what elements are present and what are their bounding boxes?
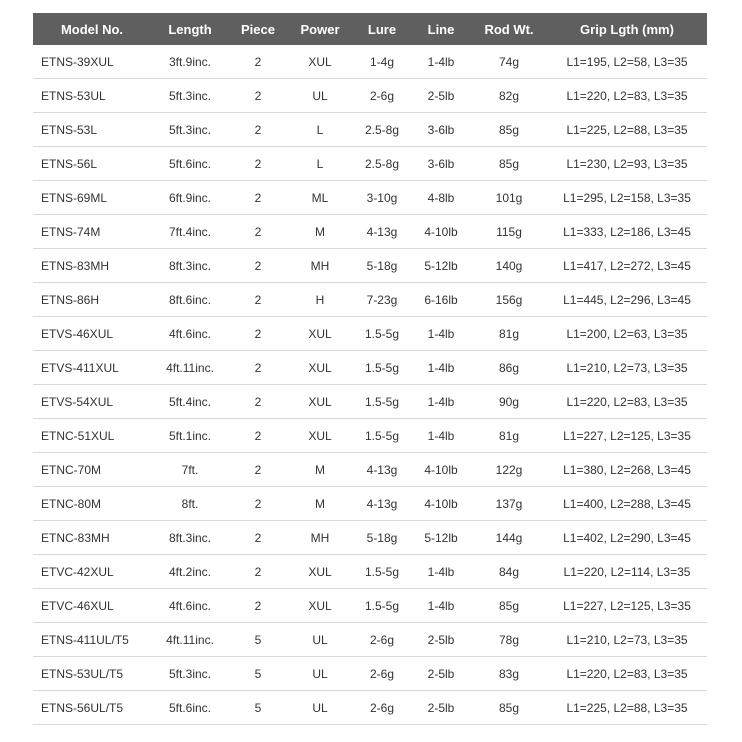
piece-cell: 2: [229, 113, 287, 147]
grip-length-cell: L1=220, L2=83, L3=35: [547, 657, 707, 691]
header-row: [33, 13, 707, 45]
grip-length-cell: L1=380, L2=268, L3=45: [547, 453, 707, 487]
table-row: [33, 45, 707, 79]
table-row: [33, 181, 707, 215]
line-cell: 6-16lb: [411, 283, 471, 317]
lure-cell: 3-10g: [353, 181, 411, 215]
grip-length-cell: L1=200, L2=63, L3=35: [547, 317, 707, 351]
length-cell: 5ft.3inc.: [151, 657, 229, 691]
piece-cell: 2: [229, 45, 287, 79]
line-cell: 5-12lb: [411, 249, 471, 283]
rod-weight-cell: 74g: [471, 45, 547, 79]
length-cell: 4ft.6inc.: [151, 317, 229, 351]
length-cell: 7ft.4inc.: [151, 215, 229, 249]
length-cell: 5ft.3inc.: [151, 113, 229, 147]
rod-weight-cell: 85g: [471, 589, 547, 623]
power-cell: XUL: [287, 589, 353, 623]
model-no-cell: ETNS-69ML: [33, 181, 151, 215]
rod-weight-cell: 115g: [471, 215, 547, 249]
piece-cell: 2: [229, 215, 287, 249]
power-cell: XUL: [287, 317, 353, 351]
table-row: [33, 147, 707, 181]
line-cell: 1-4lb: [411, 589, 471, 623]
power-cell: XUL: [287, 419, 353, 453]
header-rod-weight: Rod Wt.: [471, 13, 547, 45]
model-no-cell: ETNC-70M: [33, 453, 151, 487]
model-no-cell: ETVC-46XUL: [33, 589, 151, 623]
length-cell: 5ft.4inc.: [151, 385, 229, 419]
lure-cell: 2-6g: [353, 691, 411, 725]
length-cell: 4ft.11inc.: [151, 623, 229, 657]
model-no-cell: ETNC-51XUL: [33, 419, 151, 453]
power-cell: XUL: [287, 385, 353, 419]
length-cell: 8ft.6inc.: [151, 283, 229, 317]
piece-cell: 2: [229, 351, 287, 385]
lure-cell: 1.5-5g: [353, 419, 411, 453]
rod-weight-cell: 85g: [471, 113, 547, 147]
piece-cell: 2: [229, 487, 287, 521]
power-cell: XUL: [287, 351, 353, 385]
piece-cell: 2: [229, 521, 287, 555]
piece-cell: 2: [229, 79, 287, 113]
grip-length-cell: L1=210, L2=73, L3=35: [547, 623, 707, 657]
lure-cell: 4-13g: [353, 453, 411, 487]
grip-length-cell: L1=230, L2=93, L3=35: [547, 147, 707, 181]
lure-cell: 1-4g: [353, 45, 411, 79]
grip-length-cell: L1=225, L2=88, L3=35: [547, 691, 707, 725]
piece-cell: 5: [229, 623, 287, 657]
grip-length-cell: L1=220, L2=83, L3=35: [547, 79, 707, 113]
piece-cell: 2: [229, 283, 287, 317]
lure-cell: 4-13g: [353, 487, 411, 521]
rod-weight-cell: 85g: [471, 691, 547, 725]
lure-cell: 5-18g: [353, 249, 411, 283]
power-cell: L: [287, 147, 353, 181]
rod-weight-cell: 86g: [471, 351, 547, 385]
length-cell: 4ft.11inc.: [151, 351, 229, 385]
line-cell: 1-4lb: [411, 45, 471, 79]
model-no-cell: ETNC-80M: [33, 487, 151, 521]
power-cell: UL: [287, 657, 353, 691]
grip-length-cell: L1=220, L2=114, L3=35: [547, 555, 707, 589]
model-no-cell: ETNS-74M: [33, 215, 151, 249]
grip-length-cell: L1=210, L2=73, L3=35: [547, 351, 707, 385]
header-line: Line: [411, 13, 471, 45]
rod-weight-cell: 122g: [471, 453, 547, 487]
line-cell: 5-12lb: [411, 521, 471, 555]
model-no-cell: ETNS-411UL/T5: [33, 623, 151, 657]
grip-length-cell: L1=402, L2=290, L3=45: [547, 521, 707, 555]
lure-cell: 1.5-5g: [353, 351, 411, 385]
model-no-cell: ETNS-86H: [33, 283, 151, 317]
grip-length-cell: L1=195, L2=58, L3=35: [547, 45, 707, 79]
length-cell: 6ft.9inc.: [151, 181, 229, 215]
rod-weight-cell: 85g: [471, 147, 547, 181]
rod-weight-cell: 140g: [471, 249, 547, 283]
table-row: [33, 589, 707, 623]
grip-length-cell: L1=333, L2=186, L3=45: [547, 215, 707, 249]
lure-cell: 2.5-8g: [353, 113, 411, 147]
length-cell: 8ft.3inc.: [151, 249, 229, 283]
power-cell: H: [287, 283, 353, 317]
rod-weight-cell: 144g: [471, 521, 547, 555]
power-cell: UL: [287, 691, 353, 725]
model-no-cell: ETNS-53UL: [33, 79, 151, 113]
length-cell: 3ft.9inc.: [151, 45, 229, 79]
grip-length-cell: L1=400, L2=288, L3=45: [547, 487, 707, 521]
model-no-cell: ETVS-54XUL: [33, 385, 151, 419]
line-cell: 4-8lb: [411, 181, 471, 215]
table-row: [33, 249, 707, 283]
line-cell: 3-6lb: [411, 147, 471, 181]
table-row: [33, 555, 707, 589]
table-row: [33, 691, 707, 725]
rod-weight-cell: 90g: [471, 385, 547, 419]
model-no-cell: ETVC-42XUL: [33, 555, 151, 589]
piece-cell: 2: [229, 419, 287, 453]
line-cell: 2-5lb: [411, 79, 471, 113]
table-row: [33, 521, 707, 555]
table-row: [33, 79, 707, 113]
length-cell: 7ft.: [151, 453, 229, 487]
header-lure: Lure: [353, 13, 411, 45]
power-cell: XUL: [287, 555, 353, 589]
rod-weight-cell: 83g: [471, 657, 547, 691]
line-cell: 1-4lb: [411, 555, 471, 589]
piece-cell: 2: [229, 555, 287, 589]
grip-length-cell: L1=295, L2=158, L3=35: [547, 181, 707, 215]
header-length: Length: [151, 13, 229, 45]
power-cell: MH: [287, 249, 353, 283]
model-no-cell: ETNS-56L: [33, 147, 151, 181]
table-row: [33, 351, 707, 385]
rod-weight-cell: 156g: [471, 283, 547, 317]
header-model-no: Model No.: [33, 13, 151, 45]
length-cell: 5ft.6inc.: [151, 147, 229, 181]
lure-cell: 1.5-5g: [353, 589, 411, 623]
line-cell: 3-6lb: [411, 113, 471, 147]
grip-length-cell: L1=445, L2=296, L3=45: [547, 283, 707, 317]
piece-cell: 5: [229, 657, 287, 691]
lure-cell: 7-23g: [353, 283, 411, 317]
table-row: [33, 487, 707, 521]
table-body: [33, 45, 707, 725]
piece-cell: 2: [229, 147, 287, 181]
table-row: [33, 657, 707, 691]
header-power: Power: [287, 13, 353, 45]
length-cell: 5ft.6inc.: [151, 691, 229, 725]
grip-length-cell: L1=227, L2=125, L3=35: [547, 589, 707, 623]
line-cell: 1-4lb: [411, 317, 471, 351]
line-cell: 2-5lb: [411, 657, 471, 691]
lure-cell: 2-6g: [353, 623, 411, 657]
piece-cell: 2: [229, 589, 287, 623]
lure-cell: 1.5-5g: [353, 317, 411, 351]
grip-length-cell: L1=220, L2=83, L3=35: [547, 385, 707, 419]
piece-cell: 2: [229, 317, 287, 351]
lure-cell: 2-6g: [353, 79, 411, 113]
rod-weight-cell: 81g: [471, 419, 547, 453]
line-cell: 2-5lb: [411, 691, 471, 725]
table-row: [33, 283, 707, 317]
power-cell: XUL: [287, 45, 353, 79]
rod-weight-cell: 137g: [471, 487, 547, 521]
power-cell: M: [287, 453, 353, 487]
model-no-cell: ETNS-56UL/T5: [33, 691, 151, 725]
table-row: [33, 453, 707, 487]
grip-length-cell: L1=225, L2=88, L3=35: [547, 113, 707, 147]
rod-weight-cell: 78g: [471, 623, 547, 657]
length-cell: 4ft.6inc.: [151, 589, 229, 623]
model-no-cell: ETVS-46XUL: [33, 317, 151, 351]
piece-cell: 2: [229, 385, 287, 419]
table-row: [33, 317, 707, 351]
power-cell: UL: [287, 623, 353, 657]
grip-length-cell: L1=417, L2=272, L3=45: [547, 249, 707, 283]
line-cell: 1-4lb: [411, 385, 471, 419]
rod-weight-cell: 81g: [471, 317, 547, 351]
rod-weight-cell: 101g: [471, 181, 547, 215]
model-no-cell: ETNS-39XUL: [33, 45, 151, 79]
line-cell: 4-10lb: [411, 487, 471, 521]
length-cell: 5ft.3inc.: [151, 79, 229, 113]
table-row: [33, 113, 707, 147]
model-no-cell: ETVS-411XUL: [33, 351, 151, 385]
length-cell: 8ft.: [151, 487, 229, 521]
piece-cell: 2: [229, 453, 287, 487]
line-cell: 1-4lb: [411, 351, 471, 385]
power-cell: L: [287, 113, 353, 147]
lure-cell: 2-6g: [353, 657, 411, 691]
power-cell: M: [287, 487, 353, 521]
table-row: [33, 385, 707, 419]
length-cell: 8ft.3inc.: [151, 521, 229, 555]
power-cell: ML: [287, 181, 353, 215]
power-cell: M: [287, 215, 353, 249]
rod-weight-cell: 82g: [471, 79, 547, 113]
power-cell: MH: [287, 521, 353, 555]
header-piece: Piece: [229, 13, 287, 45]
table-header: [33, 13, 707, 45]
lure-cell: 2.5-8g: [353, 147, 411, 181]
power-cell: UL: [287, 79, 353, 113]
lure-cell: 1.5-5g: [353, 555, 411, 589]
model-no-cell: ETNS-53L: [33, 113, 151, 147]
line-cell: 1-4lb: [411, 419, 471, 453]
piece-cell: 2: [229, 181, 287, 215]
line-cell: 2-5lb: [411, 623, 471, 657]
length-cell: 5ft.1inc.: [151, 419, 229, 453]
grip-length-cell: L1=227, L2=125, L3=35: [547, 419, 707, 453]
lure-cell: 1.5-5g: [353, 385, 411, 419]
lure-cell: 5-18g: [353, 521, 411, 555]
piece-cell: 2: [229, 249, 287, 283]
lure-cell: 4-13g: [353, 215, 411, 249]
line-cell: 4-10lb: [411, 453, 471, 487]
rod-weight-cell: 84g: [471, 555, 547, 589]
length-cell: 4ft.2inc.: [151, 555, 229, 589]
table-row: [33, 419, 707, 453]
model-no-cell: ETNC-83MH: [33, 521, 151, 555]
model-no-cell: ETNS-83MH: [33, 249, 151, 283]
table-row: [33, 623, 707, 657]
header-grip-length: Grip Lgth (mm): [547, 13, 707, 45]
rod-spec-table: [33, 13, 707, 725]
piece-cell: 5: [229, 691, 287, 725]
table-row: [33, 215, 707, 249]
model-no-cell: ETNS-53UL/T5: [33, 657, 151, 691]
line-cell: 4-10lb: [411, 215, 471, 249]
